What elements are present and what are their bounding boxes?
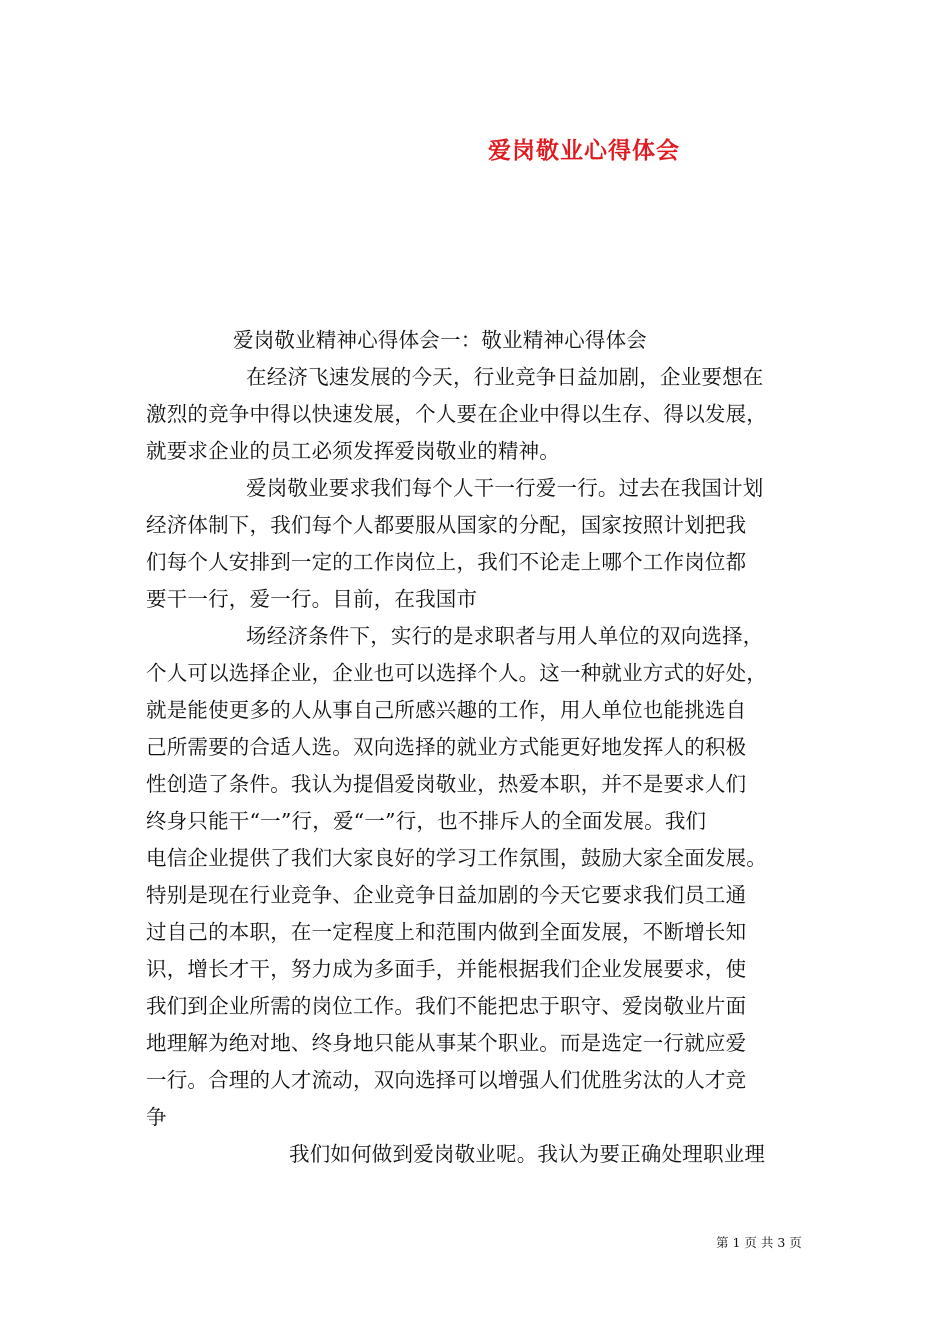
body-line: 争 bbox=[146, 1105, 167, 1129]
body-line: 终身只能干“一”行，爱“一”行，也不排斥人的全面发展。我们 bbox=[146, 809, 707, 833]
body-line: 爱岗敬业要求我们每个人干一行爱一行。过去在我国计划 bbox=[246, 476, 764, 500]
body-line: 电信企业提供了我们大家良好的学习工作氛围，鼓励大家全面发展。 bbox=[146, 846, 767, 870]
body-line: 要干一行，爱一行。目前，在我国市 bbox=[146, 587, 478, 611]
body-line: 就要求企业的员工必须发挥爱岗敬业的精神。 bbox=[146, 439, 560, 463]
body-line: 激烈的竞争中得以快速发展，个人要在企业中得以生存、得以发展， bbox=[146, 402, 767, 426]
body-line: 地理解为绝对地、终身地只能从事某个职业。而是选定一行就应爱 bbox=[146, 1031, 747, 1055]
body-line: 我们到企业所需的岗位工作。我们不能把忠于职守、爱岗敬业片面 bbox=[146, 994, 747, 1018]
body-line: 经济体制下，我们每个人都要服从国家的分配，国家按照计划把我 bbox=[146, 513, 747, 537]
page-number-footer: 第 1 页 共 3 页 bbox=[716, 1235, 802, 1250]
body-line: 就是能使更多的人从事自己所感兴趣的工作，用人单位也能挑选自 bbox=[146, 698, 747, 722]
body-line: 特别是现在行业竞争、企业竞争日益加剧的今天它要求我们员工通 bbox=[146, 883, 747, 907]
body-line: 己所需要的合适人选。双向选择的就业方式能更好地发挥人的积极 bbox=[146, 735, 747, 759]
document-title: 爱岗敬业心得体会 bbox=[488, 137, 680, 164]
body-line: 在经济飞速发展的今天，行业竞争日益加剧，企业要想在 bbox=[246, 365, 764, 389]
body-line: 一行。合理的人才流动，双向选择可以增强人们优胜劣汰的人才竞 bbox=[146, 1068, 747, 1092]
body-line: 识，增长才干，努力成为多面手，并能根据我们企业发展要求，使 bbox=[146, 957, 747, 981]
body-line: 过自己的本职，在一定程度上和范围内做到全面发展，不断增长知 bbox=[146, 920, 747, 944]
body-line: 们每个人安排到一定的工作岗位上，我们不论走上哪个工作岗位都 bbox=[146, 550, 747, 574]
body-line: 场经济条件下，实行的是求职者与用人单位的双向选择， bbox=[246, 624, 764, 648]
section-heading: 爱岗敬业精神心得体会一：敬业精神心得体会 bbox=[233, 328, 647, 352]
body-line: 我们如何做到爱岗敬业呢。我认为要正确处理职业理 bbox=[289, 1142, 766, 1166]
body-line: 性创造了条件。我认为提倡爱岗敬业，热爱本职，并不是要求人们 bbox=[146, 772, 747, 796]
body-line: 个人可以选择企业，企业也可以选择个人。这一种就业方式的好处， bbox=[146, 661, 767, 685]
